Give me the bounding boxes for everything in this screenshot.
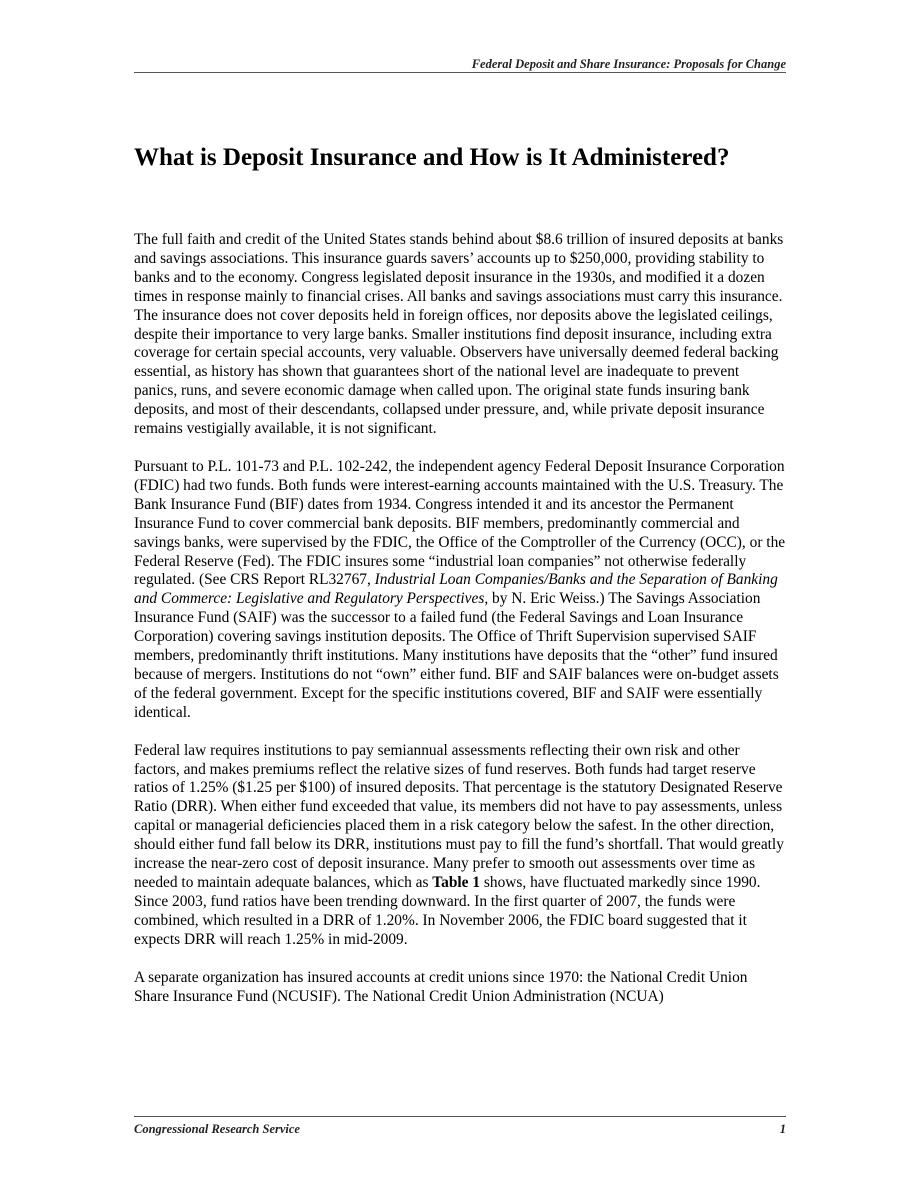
footer-source: Congressional Research Service xyxy=(134,1122,300,1136)
running-header: Federal Deposit and Share Insurance: Proposals for Change xyxy=(471,57,786,71)
header-rule xyxy=(134,72,786,73)
paragraph-3 xyxy=(134,742,786,950)
table-reference: Table 1 xyxy=(432,874,481,891)
body-text xyxy=(134,231,786,1025)
paragraph-2-part-a: Pursuant to P.L. 101-73 and P.L. 102-242, the independent agency Federal Deposit Insurance Corporation (FDIC) had two funds. Both funds were interest-earning accounts maintained with the U.S. Treasury. The Bank Insurance Fund (BIF) dates from 1934. Congress intended it and its ancestor the Permanent Insurance Fund to cover commercial bank deposits. BIF members, predominantly commercial and savings banks, were supervised by the FDIC, the Office of the Comptroller of the Currency (OCC), or the Federal Reserve (Fed). The FDIC insures some “industrial loan companies” not otherwise federally regulated. (See CRS Report RL32767, xyxy=(134,457,786,589)
section-title: What is Deposit Insurance and How is It Administered? xyxy=(134,144,730,171)
paragraph-2 xyxy=(134,458,786,723)
paragraph-3-part-b: shows, have fluctuated markedly since 1990. Since 2003, fund ratios have been trending downward. In the first quarter of 2007, the funds were combined, which resulted in a DRR of 1.20%. In November 2006, the FDIC board suggested that it expects DRR will reach 1.25% in mid-2009. xyxy=(134,874,761,948)
paragraph-2-part-b: , by N. Eric Weiss.) The Savings Association Insurance Fund (SAIF) was the successor to a failed fund (the Federal Savings and Loan Insurance Corporation) covering savings institution deposits. The Office of Thrift Supervision supervised SAIF members, predominantly thrift institutions. Many institutions have deposits that the “other” fund insured because of mergers. Institutions do not “own” either fund. BIF and SAIF balances were on-budget assets of the federal government. Except for the specific institutions covered, BIF and SAIF were essentially identical. xyxy=(134,590,779,721)
page-number: 1 xyxy=(779,1122,786,1136)
paragraph-4: A separate organization has insured accounts at credit unions since 1970: the National Credit Union Share Insurance Fund (NCUSIF). The National Credit Union Administration (NCUA) xyxy=(134,968,748,1005)
report-title-italic: Industrial Loan Companies/Banks and the Separation of Banking and Commerce: Legislative and Regulatory Perspectives xyxy=(134,571,778,608)
footer-rule xyxy=(134,1116,786,1117)
paragraph-3-part-a: Federal law requires institutions to pay semiannual assessments reflecting their own risk and other factors, and makes premiums reflect the relative sizes of fund reserves. Both funds had target reserve ratios of 1.25% ($1.25 per $100) of insured deposits. That percentage is the statutory Designated Reserve Ratio (DRR). When either fund exceeded that value, its members did not have to pay assessments, unless capital or managerial deficiencies placed them in a risk category below the safest. In the other direction, should either fund fall below its DRR, institutions must pay to fill the fund’s shortfall. That would greatly increase the near-zero cost of deposit insurance. Many prefer to smooth out assessments over time as needed to maintain adequate balances, which as xyxy=(134,741,784,891)
paragraph-1: The full faith and credit of the United States stands behind about $8.6 trillion of insured deposits at banks and savings associations. This insurance guards savers’ accounts up to $250,000, providing stability to banks and to the economy. Congress legislated deposit insurance in the 1930s, and modified it a dozen times in response mainly to financial crises. All banks and savings associations must carry this insurance. The insurance does not cover deposits held in foreign offices, nor deposits above the legislated ceilings, despite their importance to very large banks. Smaller institutions find deposit insurance, including extra coverage for certain special accounts, very valuable. Observers have universally deemed federal backing essential, as history has shown that guarantees short of the national level are inadequate to prevent panics, runs, and severe economic damage when called upon. The original state funds insuring bank deposits, and most of their descendants, collapsed under pressure, and, while private deposit insurance remains vestigially available, it is not significant. xyxy=(134,231,784,438)
